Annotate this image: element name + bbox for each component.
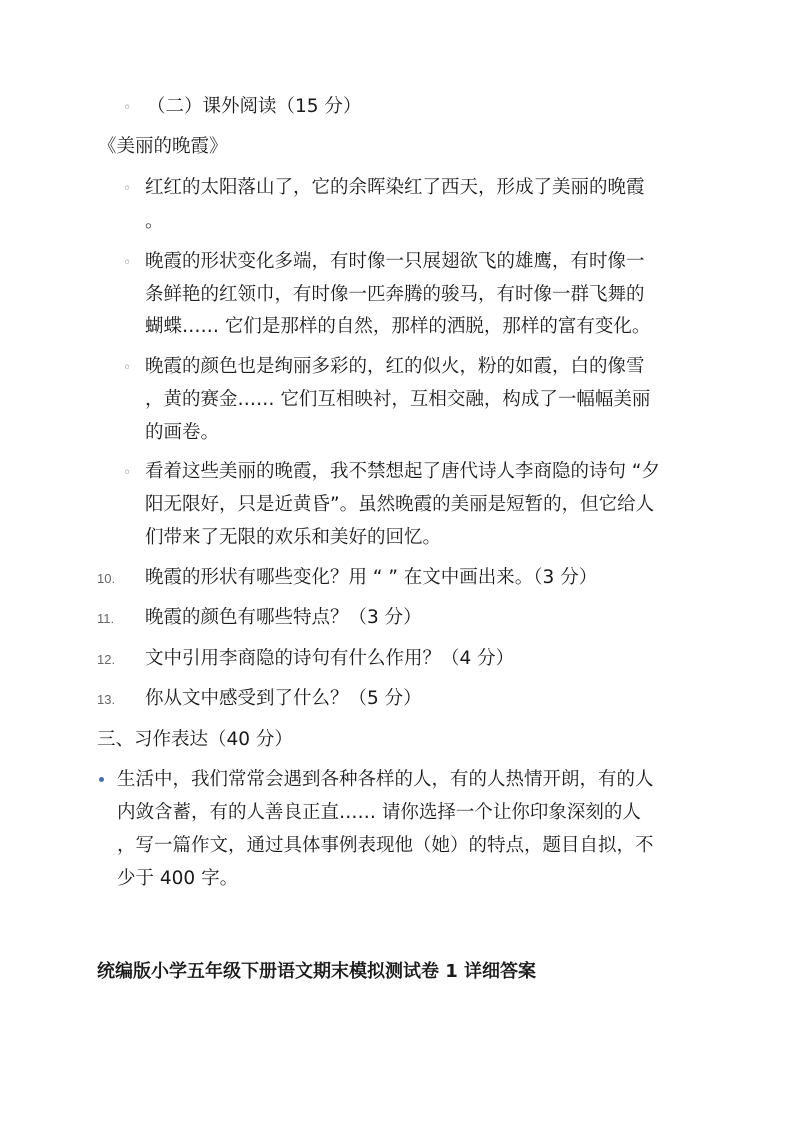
paragraph-line: 的画卷。 — [145, 422, 220, 443]
section-writing-heading: 三、习作表达（40 分） — [97, 729, 293, 750]
writing-prompt-line: ，写一篇作文，通过具体事例表现他（她）的特点，题目自拟，不 — [117, 835, 654, 856]
paragraph-line: 看着这些美丽的晚霞，我不禁想起了唐代诗人李商隐的诗句 “夕 — [145, 461, 660, 482]
list-bullet: ◦ — [123, 255, 132, 271]
writing-prompt-line: 少于 400 字。 — [117, 868, 239, 889]
question-text: 文中引用李商隐的诗句有什么作用？（4 分） — [145, 648, 515, 669]
passage-title: 《美丽的晚霞》 — [98, 136, 228, 157]
question-text: 晚霞的颜色有哪些特点？（3 分） — [145, 607, 422, 628]
paragraph-line: 条鲜艳的红领巾，有时像一匹奔腾的骏马，有时像一群飞舞的 — [145, 284, 645, 305]
paragraph-line: 晚霞的颜色也是绚丽多彩的，红的似火，粉的如霞，白的像雪 — [145, 356, 645, 377]
answer-title: 统编版小学五年级下册语文期末模拟测试卷 1 详细答案 — [97, 961, 537, 982]
question-number: 13. — [97, 692, 116, 707]
writing-prompt-line: 生活中，我们常常会遇到各种各样的人，有的人热情开朗，有的人 — [117, 769, 654, 790]
list-bullet: ◦ — [123, 100, 132, 116]
question-text: 晚霞的形状有哪些变化？用 “ ” 在文中画出来。（3 分） — [145, 567, 598, 588]
paragraph-line: 阳无限好，只是近黄昏”。虽然晚霞的美丽是短暂的，但它给人 — [145, 494, 655, 515]
paragraph-line: ，黄的赛金…… 它们互相映衬，互相交融，构成了一幅幅美丽 — [145, 389, 651, 410]
question-number: 11. — [97, 611, 115, 626]
question-number: 10. — [97, 571, 116, 586]
section-reading-heading: （二）课外阅读（15 分） — [147, 96, 362, 117]
paragraph-line: 。 — [145, 211, 164, 232]
question-text: 你从文中感受到了什么？（5 分） — [145, 688, 422, 709]
list-bullet: ◦ — [123, 465, 132, 481]
paragraph-line: 蝴蝶…… 它们是那样的自然，那样的洒脱，那样的富有变化。 — [145, 316, 651, 337]
paragraph-line: 们带来了无限的欢乐和美好的回忆。 — [145, 527, 442, 548]
list-bullet: ◦ — [123, 360, 132, 376]
question-number: 12. — [97, 652, 116, 667]
writing-prompt-line: 内敛含蓄，有的人善良正直…… 请你选择一个让你印象深刻的人 — [117, 802, 641, 823]
bullet-dot — [99, 777, 104, 782]
paragraph-line: 红红的太阳落山了，它的余晖染红了西天，形成了美丽的晚霞 — [145, 177, 645, 198]
paragraph-line: 晚霞的形状变化多端，有时像一只展翅欲飞的雄鹰，有时像一 — [145, 251, 645, 272]
list-bullet: ◦ — [123, 181, 132, 197]
